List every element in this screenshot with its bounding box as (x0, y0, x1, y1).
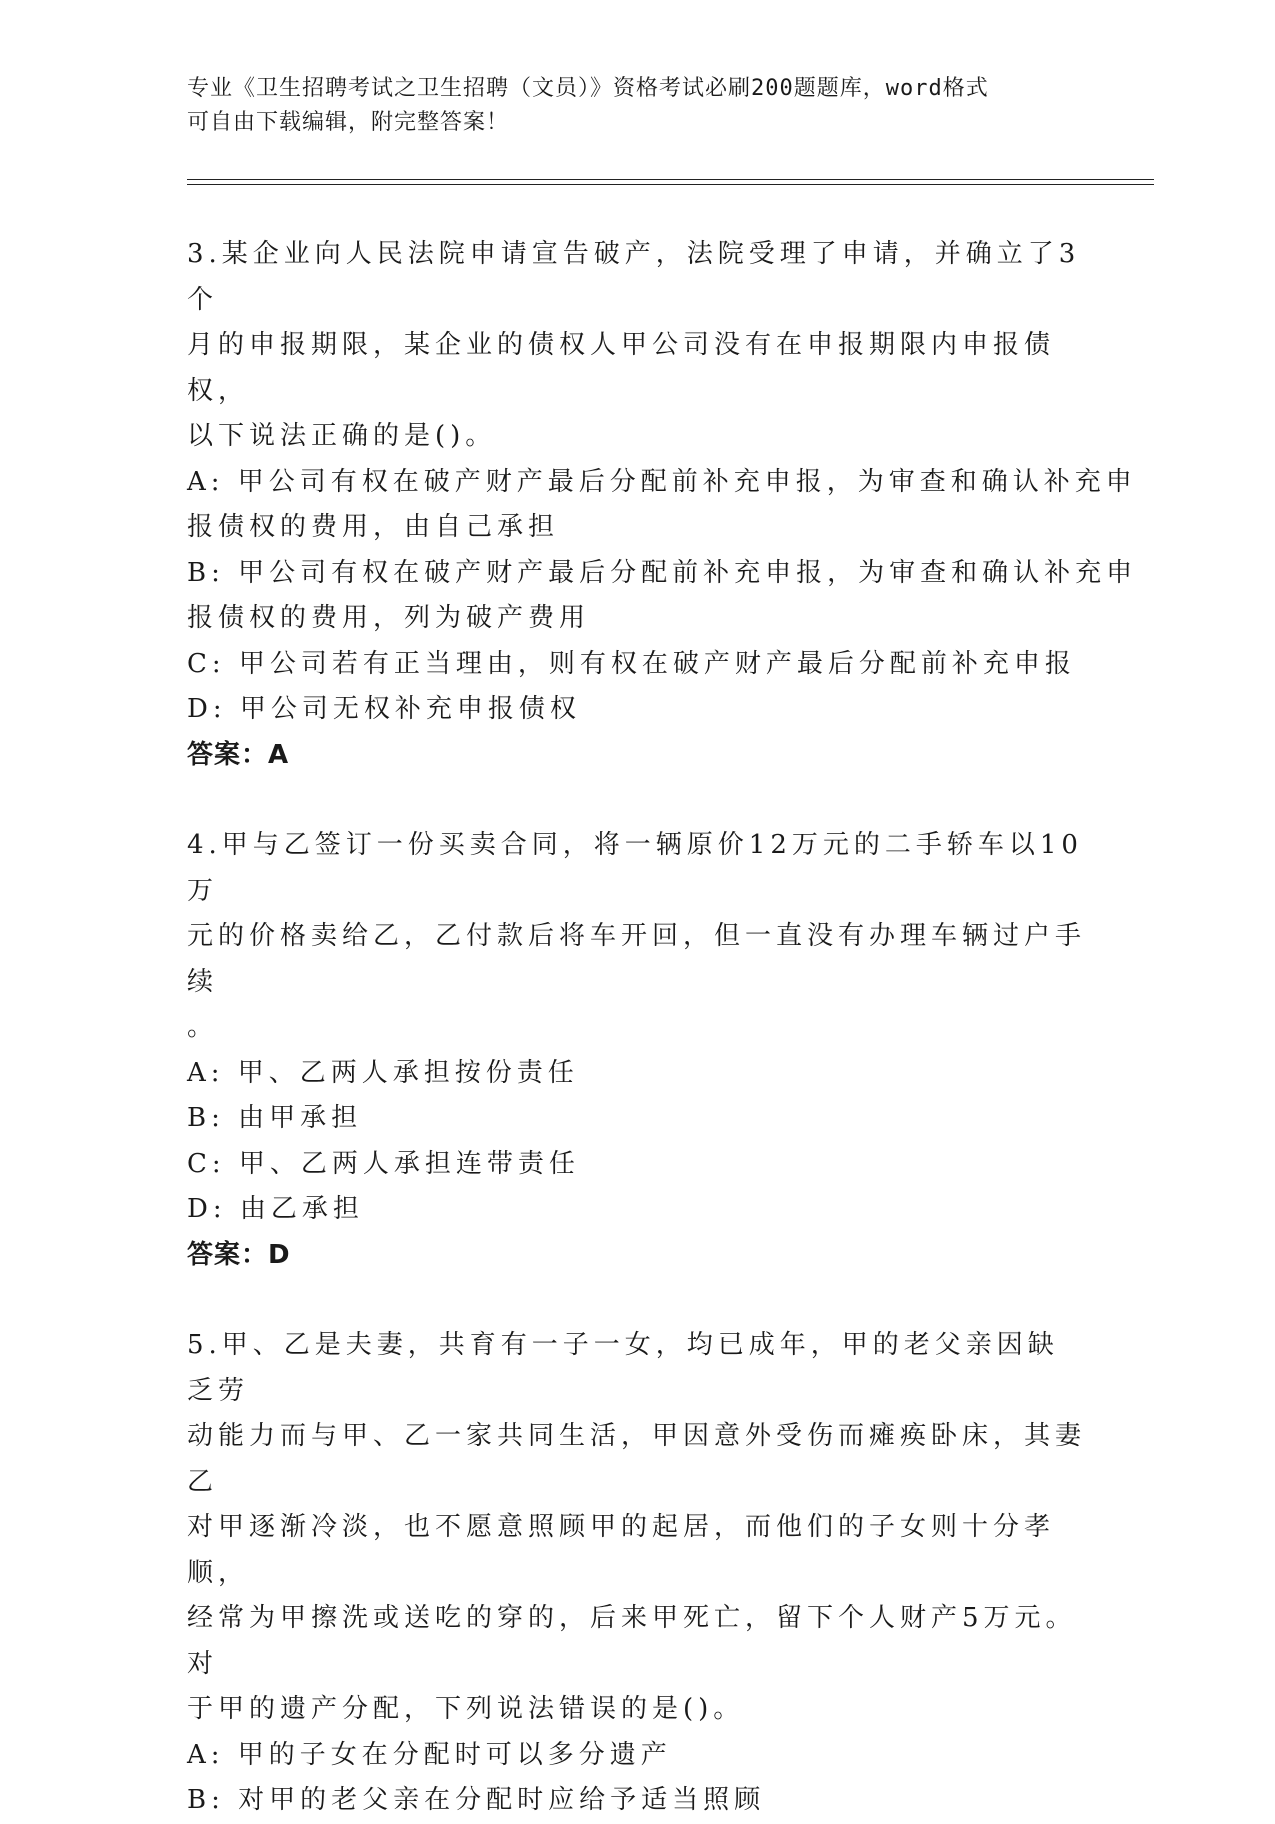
header-line-2: 可自由下载编辑，附完整答案！ (187, 110, 510, 135)
answer-label: 答案：A (187, 739, 290, 770)
question-stem-line: 元的价格卖给乙，乙付款后将车开回，但一直没有办理车辆过户手续 (187, 921, 1087, 997)
question-stem-line: 3.某企业向人民法院申请宣告破产，法院受理了申请，并确立了3个 (187, 239, 1081, 315)
option-b-continued: 报债权的费用，列为破产费用 (187, 603, 591, 633)
option-d: D: 由乙承担 (187, 1194, 364, 1224)
header-line-1: 专业《卫生招聘考试之卫生招聘（文员）》资格考试必刷200题题库，word格式 (187, 76, 989, 101)
answer-label: 答案：D (187, 1239, 291, 1270)
option-b: B: 对甲的老父亲在分配时应给予适当照顾 (187, 1785, 766, 1815)
option-a: A: 甲、乙两人承担按份责任 (187, 1057, 579, 1088)
option-a-continued: 报债权的费用，由自己承担 (187, 512, 560, 542)
question-list (187, 232, 1138, 1824)
question-stem-line: 5.甲、乙是夫妻，共育有一子一女，均已成年，甲的老父亲因缺乏劳 (187, 1330, 1059, 1406)
question-stem-line: 于甲的遗产分配，下列说法错误的是()。 (187, 1694, 745, 1724)
question-4 (187, 823, 1087, 1278)
option-d: D: 甲公司无权补充申报债权 (187, 694, 581, 724)
option-a: A: 甲的子女在分配时可以多分遗产 (187, 1739, 672, 1770)
question-5 (187, 1323, 1087, 1824)
option-c: C: 甲公司若有正当理由，则有权在破产财产最后分配前补充申报 (187, 648, 1076, 679)
question-spacer (187, 778, 1087, 823)
question-stem-line: 4.甲与乙签订一份买卖合同，将一辆原价12万元的二手轿车以10万 (187, 830, 1083, 906)
header-divider-top (187, 179, 1154, 180)
question-stem-line: 以下说法正确的是()。 (187, 421, 497, 451)
question-stem-line: 月的申报期限，某企业的债权人甲公司没有在申报期限内申报债权， (187, 330, 1056, 406)
question-stem-line: 经常为甲擦洗或送吃的穿的，后来甲死亡，留下个人财产5万元。对 (187, 1603, 1077, 1679)
question-3 (187, 232, 1138, 778)
question-stem-line: 动能力而与甲、乙一家共同生活，甲因意外受伤而瘫痪卧床，其妻乙 (187, 1421, 1087, 1497)
header-divider-bottom (187, 184, 1154, 185)
question-stem-line: 对甲逐渐冷淡，也不愿意照顾甲的起居，而他们的子女则十分孝顺， (187, 1512, 1056, 1588)
option-b: B: 由甲承担 (187, 1103, 363, 1133)
document-header (187, 72, 1067, 140)
question-stem-line: 。 (187, 1012, 219, 1042)
option-b: B: 甲公司有权在破产财产最后分配前补充申报，为审查和确认补充申 (187, 557, 1138, 588)
question-spacer (187, 1278, 1087, 1323)
option-a: A: 甲公司有权在破产财产最后分配前补充申报，为审查和确认补充申 (187, 466, 1137, 497)
option-c: C: 甲、乙两人承担连带责任 (187, 1148, 580, 1179)
